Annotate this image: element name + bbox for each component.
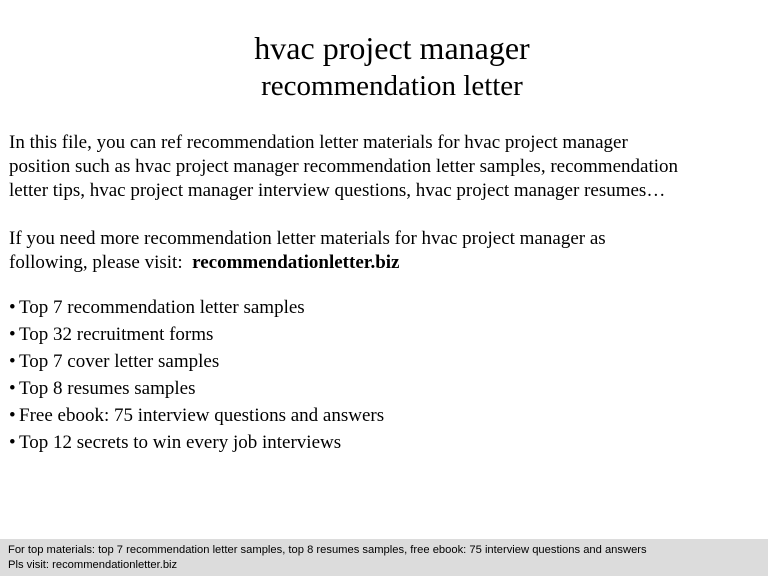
intro-paragraph bbox=[9, 131, 764, 203]
list-item bbox=[9, 350, 764, 374]
page-title bbox=[0, 28, 768, 104]
list-item bbox=[9, 377, 764, 401]
bullet: • bbox=[9, 324, 16, 345]
bullet: • bbox=[9, 351, 16, 372]
bullet: • bbox=[9, 405, 16, 426]
title-line-1: hvac project manager bbox=[254, 30, 530, 66]
materials-list bbox=[9, 296, 764, 455]
intro-line-2: position such as hvac project manager recommendation letter samples, recommendation bbox=[9, 156, 678, 177]
list-item bbox=[9, 431, 764, 455]
list-item-text: Free ebook: 75 interview questions and answers bbox=[19, 405, 385, 426]
visit-prefix: following, please visit: bbox=[9, 252, 183, 273]
footer-line-1: For top materials: top 7 recommendation letter samples, top 8 resumes samples, free ebook: 75 interview questions and answers bbox=[8, 544, 647, 556]
title-line-2: recommendation letter bbox=[261, 70, 523, 102]
visit-line-1: If you need more recommendation letter materials for hvac project manager as bbox=[9, 228, 606, 249]
visit-line-2 bbox=[9, 251, 764, 275]
list-item bbox=[9, 296, 764, 320]
list-item-text: Top 12 secrets to win every job interviews bbox=[19, 432, 342, 453]
bullet: • bbox=[9, 297, 16, 318]
bullet: • bbox=[9, 378, 16, 399]
bullet: • bbox=[9, 432, 16, 453]
intro-line-1: In this file, you can ref recommendation letter materials for hvac project manager bbox=[9, 132, 628, 153]
list-item-text: Top 7 cover letter samples bbox=[19, 351, 220, 372]
visit-paragraph bbox=[9, 227, 764, 275]
list-item-text: Top 7 recommendation letter samples bbox=[19, 297, 305, 318]
list-item-text: Top 8 resumes samples bbox=[19, 378, 196, 399]
footer-banner bbox=[0, 539, 768, 576]
intro-line-3: letter tips, hvac project manager interview questions, hvac project manager resumes… bbox=[9, 180, 666, 201]
list-item bbox=[9, 323, 764, 347]
body-content bbox=[9, 131, 764, 455]
list-item-text: Top 32 recruitment forms bbox=[19, 324, 214, 345]
visit-site-link[interactable]: recommendationletter.biz bbox=[192, 252, 400, 273]
list-item bbox=[9, 404, 764, 428]
footer-line-2: Pls visit: recommendationletter.biz bbox=[8, 559, 178, 571]
